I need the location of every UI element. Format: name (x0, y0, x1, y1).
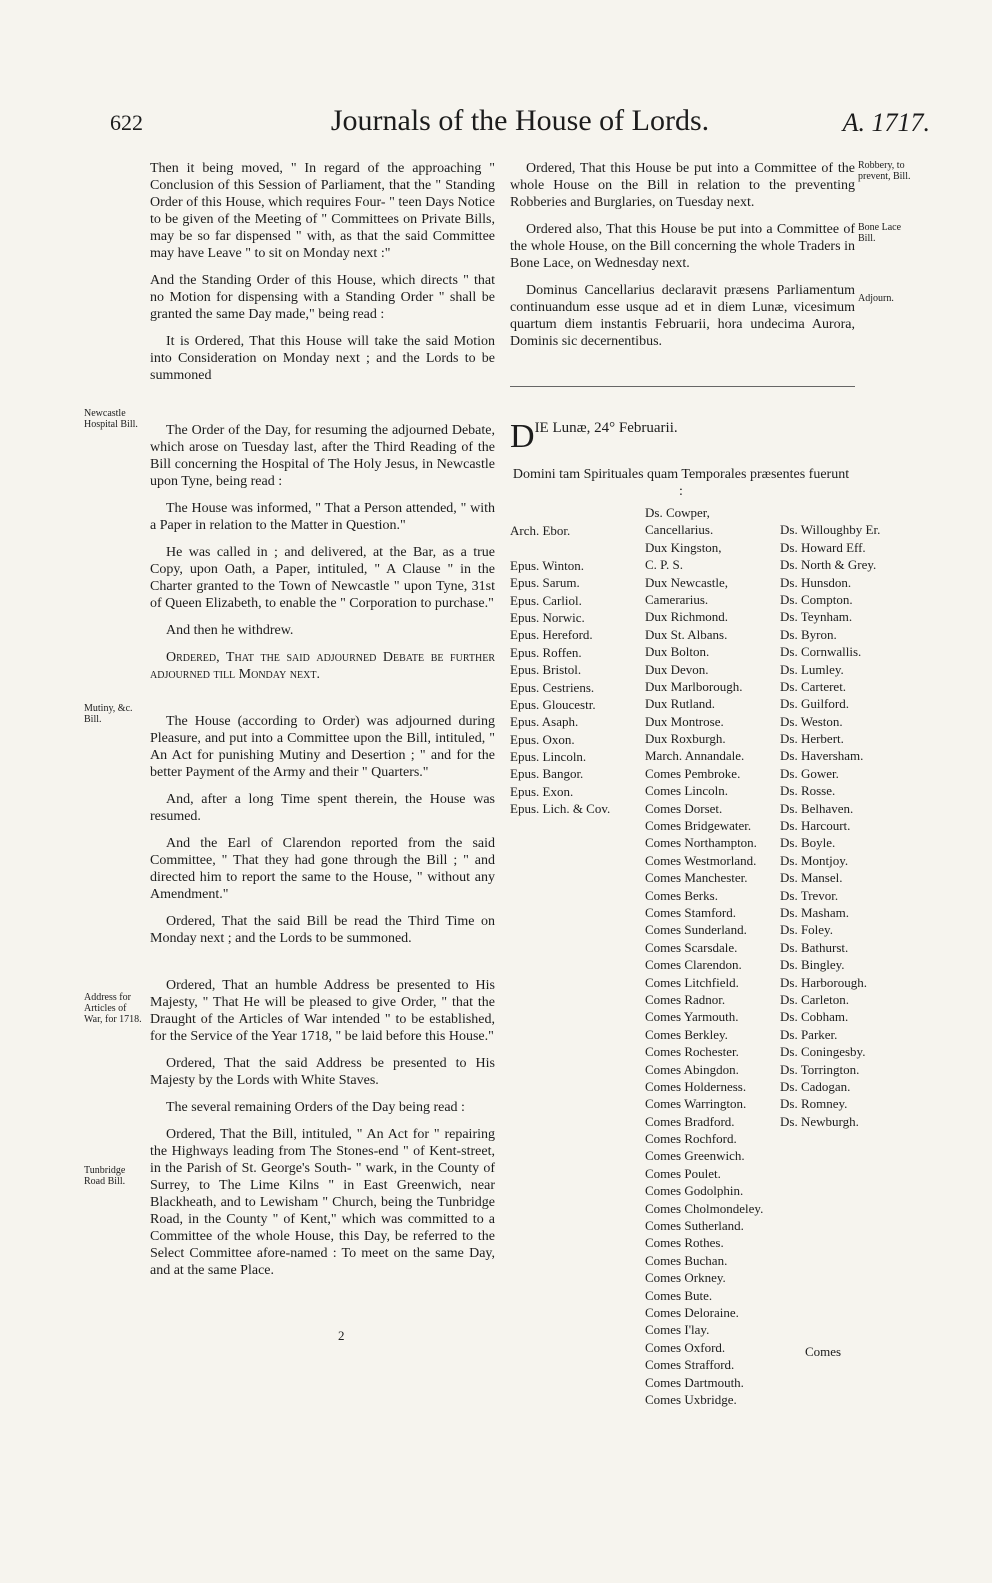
signature-mark: 2 (338, 1328, 345, 1343)
paragraph: And the Standing Order of this House, which directs " that no Motion for dispensing with a Standing Order " shall be granted the same Day made," being read : (150, 273, 495, 322)
lord-entry: Comes Berkley. (645, 1026, 728, 1042)
lord-entry: Dux St. Albans. (645, 626, 728, 642)
lord-entry: Ds. Bingley. (780, 957, 845, 973)
paragraph: Ordered, That the said Bill be read the Third Time on Monday next ; and the Lords to be summoned. (150, 914, 495, 946)
lord-entry: Epus. Cestriens. (510, 679, 595, 695)
paragraph: Ordered also, That this House be put into a Committee of the whole House, on the Bill concerning the whole Traders in Bone Lace, on Wednesday next. (510, 222, 855, 271)
day-heading (510, 420, 678, 454)
paragraph: The House was informed, " That a Person attended, " with a Paper in relation to the Matter in Question." (150, 501, 495, 533)
paragraph: Ordered, That this House be put into a Committee of the whole House on the Bill in relation to the preventing Robberies and Burglaries, on Tuesday next. (510, 161, 855, 210)
lord-entry: Cancellarius. (645, 522, 714, 538)
lord-entry: Comes Dorset. (645, 800, 723, 816)
paragraph: And the Earl of Clarendon reported from the said Committee, " That they had gone through the Bill ; " and directed him to report the same to the House, " without any Amendment." (150, 836, 495, 902)
lord-entry: Dux Rutland. (645, 696, 716, 712)
lord-entry: Ds. Carleton. (780, 991, 849, 1007)
lord-entry: Comes Orkney. (645, 1270, 726, 1286)
lord-entry: Dux Marlborough. (645, 678, 743, 694)
paragraph: It is Ordered, That this House will take the said Motion into Consideration on Monday next ; and the Lords to be summoned (150, 334, 495, 383)
section-rule (510, 386, 855, 387)
lord-entry: Comes Oxford. (645, 1339, 726, 1355)
lords-list-col1 (510, 522, 610, 818)
lord-entry: Dux Roxburgh. (645, 731, 726, 747)
lord-entry: Ds. Cornwallis. (780, 644, 862, 660)
lord-entry: Ds. Cobham. (780, 1009, 849, 1025)
lord-entry: Ds. Boyle. (780, 835, 836, 851)
lord-entry: Ds. Teynham. (780, 609, 853, 625)
lord-entry: Dux Richmond. (645, 609, 729, 625)
lord-entry: Ds. Carteret. (780, 678, 847, 694)
margin-note: Tunbridge Road Bill. (84, 1165, 126, 1187)
lord-entry: Ds. Harcourt. (780, 818, 851, 834)
lord-entry: Comes Litchfield. (645, 974, 739, 990)
lord-entry: Comes Yarmouth. (645, 1009, 739, 1025)
lord-entry: Comes Poulet. (645, 1165, 721, 1181)
lord-entry: Ds. Bathurst. (780, 939, 849, 955)
lord-entry: Epus. Gloucestr. (510, 696, 596, 712)
lord-entry: Comes Bradford. (645, 1113, 735, 1129)
lord-entry: Camerarius. (645, 591, 709, 607)
paragraph: Dominus Cancellarius declaravit præsens Parliamentum continuandum esse usque ad et in diem Lunæ, vicesimum quartum diem instantis Februarii, hora undecima Aurora, Dominis sic decernentibus. (510, 283, 855, 349)
paragraph: Ordered, That the said adjourned Debate be further adjourned till Monday next. (150, 650, 495, 682)
lord-entry: Ds. Herbert. (780, 731, 844, 747)
lord-entry: Ds. Coningesby. (780, 1044, 866, 1060)
lord-entry: Arch. Ebor. (510, 523, 571, 538)
lord-entry: Epus. Bangor. (510, 766, 584, 782)
lord-entry: Ds. Foley. (780, 922, 833, 938)
paragraph: The several remaining Orders of the Day being read : (166, 1100, 465, 1115)
lord-entry: Comes Holderness. (645, 1078, 747, 1094)
lord-entry: Comes Dartmouth. (645, 1374, 744, 1390)
lord-entry: Comes Rochester. (645, 1044, 739, 1060)
page-number: 622 (110, 110, 143, 135)
lord-entry: Ds. Gower. (780, 765, 839, 781)
drop-initial: D (510, 418, 535, 455)
lords-list-col2 (645, 504, 763, 1408)
lord-entry: Ds. Cadogan. (780, 1078, 851, 1094)
lord-entry: Ds. North & Grey. (780, 557, 877, 573)
margin-note: Adjourn. (858, 293, 894, 304)
lord-entry: March. Annandale. (645, 748, 745, 764)
lord-entry: Comes Scarsdale. (645, 939, 738, 955)
lord-entry: Epus. Carliol. (510, 592, 582, 608)
lord-entry: Ds. Harborough. (780, 974, 868, 990)
lord-entry: Comes Uxbridge. (645, 1391, 737, 1407)
left-column (150, 160, 495, 1289)
lord-entry: Comes Clarendon. (645, 957, 742, 973)
margin-note: Bone Lace Bill. (858, 222, 902, 244)
lord-entry: Ds. Byron. (780, 626, 837, 642)
page-year: A. 1717. (842, 108, 930, 137)
lord-entry: Ds. Belhaven. (780, 800, 854, 816)
lord-entry: Comes Westmorland. (645, 852, 757, 868)
lord-entry: Comes Stamford. (645, 904, 736, 920)
lord-entry: Comes Rochford. (645, 1131, 737, 1147)
lord-entry: Ds. Newburgh. (780, 1113, 859, 1129)
lord-entry: Ds. Montjoy. (780, 852, 849, 868)
paragraph: And, after a long Time spent therein, the House was resumed. (150, 792, 495, 824)
lord-entry: Ds. Torrington. (780, 1061, 860, 1077)
paragraph: And then he withdrew. (166, 623, 294, 638)
lord-entry: Comes Strafford. (645, 1357, 735, 1373)
lord-entry: Ds. Lumley. (780, 661, 844, 677)
lord-entry: Epus. Winton. (510, 557, 584, 573)
lord-entry: Ds. Guilford. (780, 696, 849, 712)
lord-entry: Ds. Cowper, (645, 505, 710, 520)
lord-entry: Epus. Lich. & Cov. (510, 801, 611, 817)
lord-entry: Comes Deloraine. (645, 1304, 739, 1320)
lord-entry: Epus. Sarum. (510, 575, 580, 591)
lords-list-col3 (780, 504, 880, 1130)
lord-entry: Epus. Roffen. (510, 644, 582, 660)
right-column (510, 160, 855, 360)
lord-entry: Ds. Howard Eff. (780, 539, 866, 555)
lord-entry: Comes Manchester. (645, 870, 748, 886)
lord-entry: Comes Northampton. (645, 835, 757, 851)
lord-entry: Epus. Oxon. (510, 731, 575, 747)
lord-entry: Ds. Mansel. (780, 870, 843, 886)
lord-entry: Ds. Hunsdon. (780, 574, 852, 590)
lord-entry: Dux Newcastle, (645, 574, 729, 590)
page-header (110, 104, 930, 148)
catchword: Comes (805, 1344, 842, 1359)
lord-entry: Comes Rothes. (645, 1235, 724, 1251)
lord-entry: Ds. Haversham. (780, 748, 864, 764)
lord-entry: Ds. Weston. (780, 713, 843, 729)
lord-entry (780, 504, 880, 521)
lord-entry: Ds. Romney. (780, 1096, 848, 1112)
lord-entry: Ds. Willoughby Er. (780, 522, 881, 538)
lord-entry: Epus. Hereford. (510, 627, 593, 643)
margin-note: Address for Articles of War, for 1718. (84, 992, 142, 1025)
lord-entry: Comes Berks. (645, 887, 718, 903)
paragraph: He was called in ; and delivered, at the Bar, as a true Copy, upon Oath, a Paper, intituled, " A Clause " in the Charter granted to the Town of Newcastle " upon Tyne, 31st of Queen Elizabeth, to enable the " Corporation to purchase." (150, 545, 495, 611)
lord-entry: Comes Warrington. (645, 1096, 747, 1112)
paragraph: The House (according to Order) was adjourned during Pleasure, and put into a Committee upon the Bill, intituled, " An Act for punishing Mutiny and Desertion ; " and for the better Payment of the Army and their " Quarters." (150, 714, 495, 780)
lord-entry: Epus. Asaph. (510, 714, 579, 730)
lord-entry (510, 539, 610, 556)
lord-entry: Dux Devon. (645, 661, 709, 677)
lord-entry: Comes Bute. (645, 1287, 713, 1303)
lord-entry: Comes Pembroke. (645, 765, 741, 781)
lord-entry: Comes Abingdon. (645, 1061, 739, 1077)
lord-entry: Ds. Masham. (780, 904, 849, 920)
lord-entry: Comes I'lay. (645, 1322, 710, 1338)
lord-entry: Epus. Exon. (510, 783, 574, 799)
page-title: Journals of the House of Lords. (330, 104, 710, 137)
lord-entry: Comes Buchan. (645, 1252, 728, 1268)
lord-entry: Comes Bridgewater. (645, 818, 752, 834)
lord-entry: Epus. Norwic. (510, 609, 585, 625)
lord-entry: Dux Kingston, (645, 539, 722, 555)
paragraph: Ordered, That the Bill, intituled, " An Act for " repairing the Highways leading from The Stones-end " of Kent-street, in the Parish of St. George's South- " wark, in the County of Surrey, to The Lime Kilns " in East Greenwich, near Blackheath, and to Lewisham " Church, being the Tunbridge Road, in the County " of Kent," which was committed to a Committee of the whole House, this Day, be referred to the Select Committee afore-named : To meet on the same Day, and at the same Place. (150, 1127, 495, 1278)
lord-entry: C. P. S. (645, 557, 683, 573)
lord-entry: Dux Montrose. (645, 713, 724, 729)
lord-entry: Comes Lincoln. (645, 783, 729, 799)
lord-entry: Ds. Rosse. (780, 783, 836, 799)
lord-entry: Dux Bolton. (645, 644, 710, 660)
lord-entry: Comes Greenwich. (645, 1148, 745, 1164)
margin-note: Newcastle Hospital Bill. (84, 408, 138, 430)
paragraph: The Order of the Day, for resuming the adjourned Debate, which arose on Tuesday last, after the Third Reading of the Bill concerning the Hospital of The Holy Jesus, in Newcastle upon Tyne, being read : (150, 423, 495, 489)
paragraph: Ordered, That an humble Address be presented to His Majesty, " That He will be pleased to give Order, " that the Draught of the Articles of War intended " to be established, for the Service of the Year 1718, " be laid before this House." (150, 978, 495, 1044)
day-heading-text: IE Lunæ, 24° Februarii. (534, 420, 678, 436)
lord-entry: Comes Godolphin. (645, 1183, 744, 1199)
attendance-heading: Domini tam Spirituales quam Temporales præsentes fuerunt : (512, 467, 850, 499)
lord-entry: Ds. Trevor. (780, 887, 839, 903)
lord-entry: Epus. Lincoln. (510, 749, 587, 765)
lord-entry: Comes Sunderland. (645, 922, 747, 938)
paragraph: Ordered, That the said Address be presented to His Majesty by the Lords with White Staves. (150, 1056, 495, 1088)
lord-entry: Comes Sutherland. (645, 1218, 744, 1234)
margin-note: Robbery, to prevent, Bill. (858, 160, 911, 182)
margin-note: Mutiny, &c. Bill. (84, 703, 133, 725)
lord-entry: Epus. Bristol. (510, 662, 582, 678)
paragraph: Then it being moved, " In regard of the approaching " Conclusion of this Session of Parliament, that the " Standing Order of this House, which requires Four- " teen Days Notice to be given of the Meeting of " Committees on Private Bills, may be so far dispensed " with, as that the said Committee may have Leave " to sit on Monday next :" (150, 161, 495, 261)
lord-entry: Comes Radnor. (645, 991, 726, 1007)
lord-entry: Comes Cholmondeley. (645, 1200, 764, 1216)
lord-entry: Ds. Compton. (780, 591, 853, 607)
lord-entry: Ds. Parker. (780, 1026, 838, 1042)
